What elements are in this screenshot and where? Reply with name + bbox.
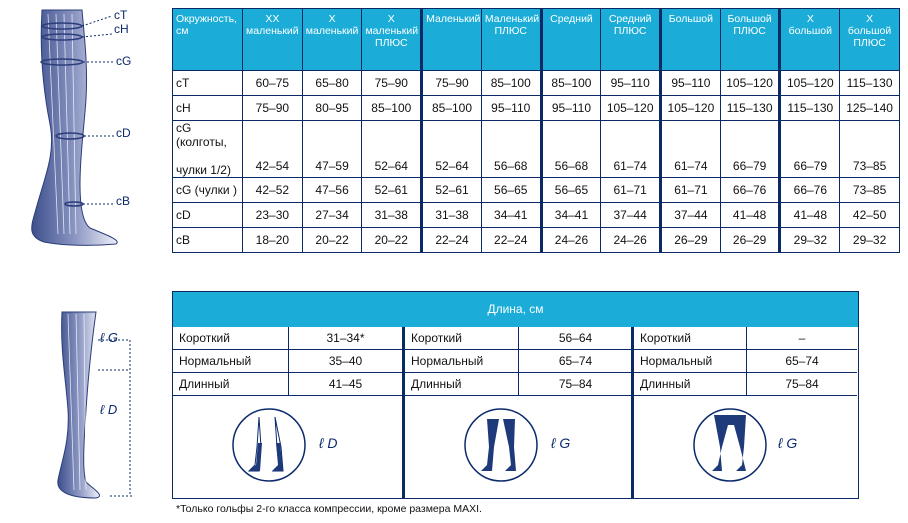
length-label: Короткий xyxy=(179,331,230,345)
table-cell: 23–30 xyxy=(243,203,303,228)
icon-label: ℓ G xyxy=(551,435,571,451)
table-cell: 66–79 xyxy=(720,121,780,178)
table-cell: 37–44 xyxy=(601,203,661,228)
size-column-header: Средний xyxy=(541,9,601,71)
length-table xyxy=(172,291,859,499)
length-table-title: Длина, см xyxy=(173,292,858,327)
table-cell: 52–61 xyxy=(422,178,482,203)
label-cB: cB xyxy=(116,194,131,208)
table-cell: 61–71 xyxy=(601,178,661,203)
table-cell: 56–68 xyxy=(481,121,541,178)
table-cell: 52–64 xyxy=(362,121,422,178)
circumference-header: Окружность, см xyxy=(173,9,243,71)
length-value: 56–64 xyxy=(558,331,593,345)
table-cell: 42–50 xyxy=(840,203,900,228)
table-row xyxy=(173,96,900,121)
table-cell: 105–120 xyxy=(780,71,840,96)
table-cell: 105–120 xyxy=(601,96,661,121)
tights-legs-icon xyxy=(690,405,770,485)
row-label: cT xyxy=(173,71,243,96)
table-row xyxy=(173,121,900,178)
circumference-size-table xyxy=(172,8,900,253)
label-cT: cT xyxy=(114,8,128,22)
table-cell: 26–29 xyxy=(661,228,721,253)
length-label: Длинный xyxy=(179,377,230,391)
table-cell: 56–65 xyxy=(541,178,601,203)
table-cell: 24–26 xyxy=(601,228,661,253)
table-cell: 75–90 xyxy=(422,71,482,96)
length-label: Короткий xyxy=(411,331,462,345)
table-cell: 61–74 xyxy=(601,121,661,178)
length-value: 31–34* xyxy=(326,331,365,345)
label-lG: ℓ G xyxy=(100,330,118,345)
table-cell: 115–130 xyxy=(780,96,840,121)
table-cell: 95–110 xyxy=(541,96,601,121)
table-row xyxy=(173,71,900,96)
size-column-header: X большой xyxy=(780,9,840,71)
table-row xyxy=(173,203,900,228)
table-cell: 47–59 xyxy=(302,121,362,178)
table-cell: 105–120 xyxy=(720,71,780,96)
row-label: cB xyxy=(173,228,243,253)
table-cell: 75–90 xyxy=(362,71,422,96)
length-value: 65–74 xyxy=(785,354,819,368)
table-cell: 115–130 xyxy=(840,71,900,96)
table-cell: 22–24 xyxy=(481,228,541,253)
table-cell: 31–38 xyxy=(422,203,482,228)
table-cell: 61–74 xyxy=(661,121,721,178)
table-cell: 41–48 xyxy=(780,203,840,228)
row-label: cD xyxy=(173,203,243,228)
table-cell: 29–32 xyxy=(780,228,840,253)
table-cell: 66–76 xyxy=(780,178,840,203)
table-cell: 85–100 xyxy=(541,71,601,96)
table-cell: 22–24 xyxy=(422,228,482,253)
length-value: – xyxy=(798,331,806,345)
length-label: Нормальный xyxy=(640,354,713,368)
table-cell: 73–85 xyxy=(840,121,900,178)
size-column-header: Большой xyxy=(661,9,721,71)
icon-label: ℓ G xyxy=(778,435,798,451)
table-cell: 20–22 xyxy=(302,228,362,253)
table-cell: 80–95 xyxy=(302,96,362,121)
table-cell: 37–44 xyxy=(661,203,721,228)
table-cell: 115–130 xyxy=(720,96,780,121)
table-cell: 52–61 xyxy=(362,178,422,203)
knee-sock-legs-icon xyxy=(229,405,309,485)
label-cG: cG xyxy=(116,54,132,68)
table-cell: 75–90 xyxy=(243,96,303,121)
table-cell: 95–110 xyxy=(601,71,661,96)
row-label: cG (колготы, чулки 1/2) xyxy=(173,121,243,178)
table-cell: 18–20 xyxy=(243,228,303,253)
table-cell: 73–85 xyxy=(840,178,900,203)
table-cell: 20–22 xyxy=(362,228,422,253)
size-column-header: XX маленький xyxy=(243,9,303,71)
length-value: 75–84 xyxy=(558,377,593,391)
table-cell: 29–32 xyxy=(840,228,900,253)
label-cD: cD xyxy=(116,126,131,140)
thigh-stocking-legs-icon xyxy=(461,405,541,485)
table-cell: 66–79 xyxy=(780,121,840,178)
length-value: 35–40 xyxy=(328,354,363,368)
table-cell: 52–64 xyxy=(422,121,482,178)
size-column-header: X маленький xyxy=(302,9,362,71)
table-cell: 56–65 xyxy=(481,178,541,203)
footnote: *Только гольфы 2-го класса компрессии, кроме размера MAXI. xyxy=(176,503,482,515)
table-cell: 66–76 xyxy=(720,178,780,203)
table-cell: 31–38 xyxy=(362,203,422,228)
label-cH: cH xyxy=(114,22,129,36)
table-row xyxy=(173,178,900,203)
size-column-header: Средний ПЛЮС xyxy=(601,9,661,71)
length-label: Нормальный xyxy=(411,354,484,368)
table-cell: 24–26 xyxy=(541,228,601,253)
length-value: 41–45 xyxy=(328,377,363,391)
table-cell: 56–68 xyxy=(541,121,601,178)
table-cell: 85–100 xyxy=(481,71,541,96)
table-cell: 42–54 xyxy=(243,121,303,178)
table-cell: 125–140 xyxy=(840,96,900,121)
table-cell: 105–120 xyxy=(661,96,721,121)
table-cell: 85–100 xyxy=(422,96,482,121)
table-cell: 34–41 xyxy=(541,203,601,228)
table-cell: 34–41 xyxy=(481,203,541,228)
label-lD: ℓ D xyxy=(100,402,118,417)
size-column-header: Большой ПЛЮС xyxy=(720,9,780,71)
icon-label: ℓ D xyxy=(319,435,338,451)
size-column-header: Маленький xyxy=(422,9,482,71)
row-label: cH xyxy=(173,96,243,121)
length-group-1 xyxy=(173,327,402,498)
table-cell: 26–29 xyxy=(720,228,780,253)
table-cell: 47–56 xyxy=(302,178,362,203)
length-label: Короткий xyxy=(640,331,691,345)
table-cell: 65–80 xyxy=(302,71,362,96)
size-column-header: Маленький ПЛЮС xyxy=(481,9,541,71)
length-value: 65–74 xyxy=(558,354,593,368)
length-label: Нормальный xyxy=(179,354,252,368)
table-row xyxy=(173,228,900,253)
length-group-2 xyxy=(402,327,631,498)
length-group-3 xyxy=(631,327,857,498)
size-column-header: X большой ПЛЮС xyxy=(840,9,900,71)
table-cell: 60–75 xyxy=(243,71,303,96)
table-cell: 85–100 xyxy=(362,96,422,121)
table-cell: 95–110 xyxy=(481,96,541,121)
length-label: Длинный xyxy=(640,377,691,391)
table-cell: 95–110 xyxy=(661,71,721,96)
row-label: cG (чулки ) xyxy=(173,178,243,203)
leg-length-diagram xyxy=(40,300,140,500)
table-cell: 61–71 xyxy=(661,178,721,203)
table-cell: 27–34 xyxy=(302,203,362,228)
table-cell: 41–48 xyxy=(720,203,780,228)
length-value: 75–84 xyxy=(785,377,819,391)
table-cell: 42–52 xyxy=(243,178,303,203)
length-label: Длинный xyxy=(411,377,462,391)
size-column-header: X маленький ПЛЮС xyxy=(362,9,422,71)
leg-circumference-diagram xyxy=(4,4,164,249)
